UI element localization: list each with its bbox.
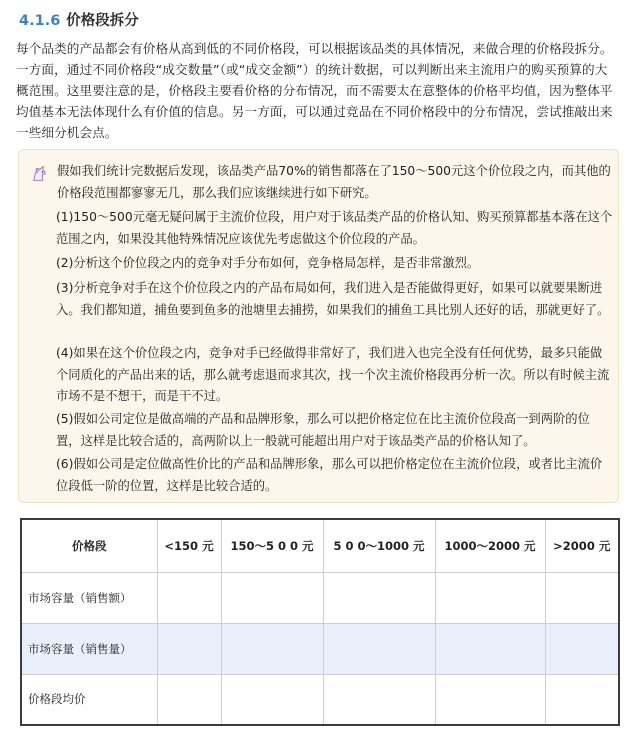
table-cell: [221, 674, 323, 725]
callout-point-1: (1)150～500元毫无疑问属于主流价位段，用户对于该品类产品的价格认知、购买预算都基本落在这个范围之内，如果没其他特殊情况应该优先考虑做这个价位段的产品。: [56, 210, 613, 246]
table-cell: [323, 572, 435, 623]
table-cell: [545, 572, 619, 623]
callout-intro: 假如我们统计完数据后发现，该品类产品70%的销售都落在了150～500元这个价位段之内，而其他的价格段范围都寥寥无几，那么我们应该继续进行如下研究。: [57, 164, 611, 200]
table-header-cell: <150 元: [157, 519, 221, 572]
table-header-cell: 1000～2000 元: [435, 519, 545, 572]
table-header-cell: 价格段: [21, 519, 157, 572]
table-header-row: [21, 519, 619, 572]
callout-point-6: (6)假如公司是定位做高性价比的产品和品牌形象，那么可以把价格定位在主流价位段，或者比主流价位段低一阶的位置，这样是比较合适的。: [56, 457, 603, 493]
section-heading: [19, 9, 139, 30]
row-label-sales-amount: 市场容量（销售额）: [21, 572, 157, 623]
table-cell: [157, 674, 221, 725]
table-cell: [323, 674, 435, 725]
table-cell: [435, 572, 545, 623]
unicorn-icon: [31, 165, 49, 183]
table-cell: [545, 623, 619, 674]
table-cell: [323, 623, 435, 674]
table-header-cell: 150～5 0 0 元: [221, 519, 323, 572]
section-title: 价格段拆分: [66, 13, 139, 29]
table-row: [21, 674, 619, 725]
table-cell: [157, 572, 221, 623]
callout-point-2: (2)分析这个价位段之内的竞争对手分布如何，竞争格局怎样，是否非常激烈。: [56, 256, 480, 270]
table-cell: [221, 572, 323, 623]
table-cell: [157, 623, 221, 674]
table-cell: [221, 623, 323, 674]
row-label-average-price: 价格段均价: [21, 674, 157, 725]
table-row: [21, 572, 619, 623]
section-number: 4.1.6: [19, 13, 61, 29]
callout-point-4: (4)如果在这个价位段之内，竞争对手已经做得非常好了，我们进入也完全没有任何优势，最多只能做个同质化的产品出来的话，那么就考虑退而求其次，找一个次主流价格段再分析一次。所以有时候主流市场不是不想干，而是干不过。: [56, 346, 610, 403]
table-cell: [435, 623, 545, 674]
price-segment-table: [20, 518, 620, 726]
table-header-cell: >2000 元: [545, 519, 619, 572]
callout-box: [18, 149, 619, 503]
table-cell: [435, 674, 545, 725]
table-header-cell: 5 0 0～1000 元: [323, 519, 435, 572]
table-cell: [545, 674, 619, 725]
table-row: [21, 623, 619, 674]
callout-point-3: (3)分析竞争对手在这个价位段之内的产品布局如何，我们进入是否能做得更好，如果可以就要果断进入。我们都知道，捕鱼要到鱼多的池塘里去捕捞，如果我们的捕鱼工具比别人还好的话，那就更好了。: [56, 281, 610, 317]
callout-point-5: (5)假如公司定位是做高端的产品和品牌形象，那么可以把价格定位在比主流价位段高一到两阶的位置，这样是比较合适的，高两阶以上一般就可能超出用户对于该品类产品的价格认知了。: [56, 412, 590, 448]
row-label-sales-volume: 市场容量（销售量）: [21, 623, 157, 674]
intro-paragraph: 每个品类的产品都会有价格从高到低的不同价格段，可以根据该品类的具体情况，来做合理的价格段拆分。一方面，通过不同价格段“成交数量”（或“成交金额”）的统计数据，可以判断出来主流用户的购买预算的大概范围。这里要注意的是，价格段主要看价格的分布情况，而不需要太在意整体的价格平均值，因为整体平均值基本无法体现什么有价值的信息。另一方面，可以通过竞品在不同价格段中的分布情况，尝试推敲出来一些细分机会点。: [16, 41, 613, 140]
